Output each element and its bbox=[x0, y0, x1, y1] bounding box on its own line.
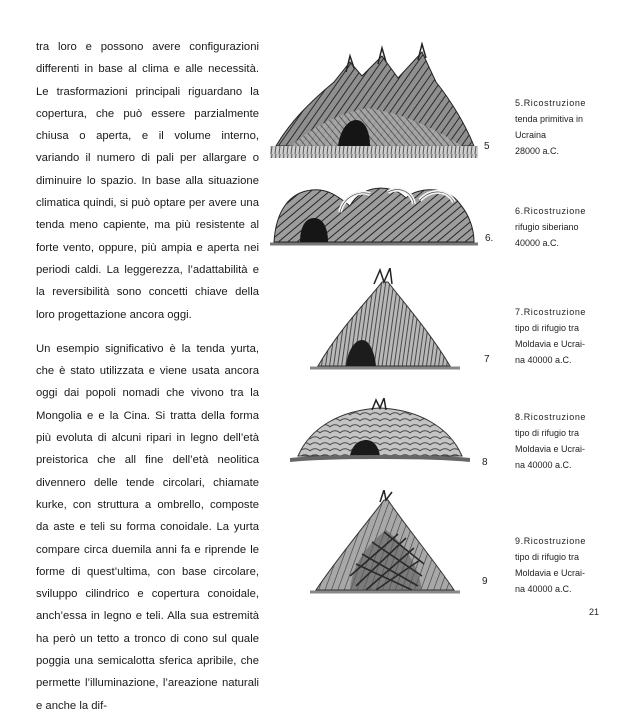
figure-5-caption-title: 5.Ricostruzione bbox=[515, 98, 587, 108]
figure-6-number: 6. bbox=[485, 233, 494, 244]
figure-8-caption-title: 8.Ricostruzione bbox=[515, 412, 587, 422]
body-paragraph-1: tra loro e possono avere configurazioni differenti in base al clima e alle necessità. Le trasformazioni principali riguardano la copertura, che può essere parzialmente chiusa o aperta, e il volume interno, variando il numero di pali per allargare o diminuire lo spazio. In base alla situazione climatica quindi, si può optare per avere una tenda meno capiente, ma più resistente al forte vento, oppure, più ampia e aperta nei periodi caldi. La leggerezza, l’adattabilità e la reversibilità sono concetti chiave della loro progettazione ancora oggi. bbox=[36, 41, 259, 321]
figure-6-illustration bbox=[270, 170, 478, 250]
figure-8-illustration bbox=[290, 398, 470, 468]
figure-8-number: 8 bbox=[482, 457, 488, 468]
figure-9-caption bbox=[515, 533, 613, 597]
figure-7-caption-line: tipo di rifugio tra bbox=[515, 323, 580, 333]
figure-7-caption-line: Moldavia e Ucrai- bbox=[515, 339, 586, 349]
body-text-column bbox=[36, 36, 259, 717]
figure-8-caption-line: tipo di rifugio tra bbox=[515, 428, 580, 438]
figure-7-illustration bbox=[310, 268, 460, 378]
figure-5-caption-line: 28000 a.C. bbox=[515, 146, 560, 156]
figure-9-caption-title: 9.Ricostruzione bbox=[515, 536, 587, 546]
figure-8-caption-line: Moldavia e Ucrai- bbox=[515, 444, 586, 454]
figure-9-number: 9 bbox=[482, 576, 488, 587]
figure-5-number: 5 bbox=[484, 141, 490, 152]
figure-7-caption-line: na 40000 a.C. bbox=[515, 355, 572, 365]
figure-9-caption-line: na 40000 a.C. bbox=[515, 584, 572, 594]
page-number: 21 bbox=[589, 607, 600, 617]
figure-9-illustration bbox=[310, 490, 460, 600]
figure-5-caption-line: Ucraina bbox=[515, 130, 547, 140]
figure-7-number: 7 bbox=[484, 354, 490, 365]
figure-7-caption-title: 7.Ricostruzione bbox=[515, 307, 587, 317]
figure-7-caption bbox=[515, 304, 613, 368]
figure-9-caption-line: tipo di rifugio tra bbox=[515, 552, 580, 562]
body-paragraph-2: Un esempio significativo è la tenda yurta, che è stato utilizzata e viene usata ancora oggi dai popoli nomadi che vivono tra la Mongolia e e la Cina. Si tratta della forma più evoluta di alcuni ripari in legno dell’età preistorica che all fine dell’età neolitica divennero delle tende circolari, chiamate kurke, con struttura a ombrello, composte da aste e teli su forma conoidale. La yurta compare circa duemila anni fa e riprende le forme di quest’ultima, con base circolare, sviluppo cilindrico e copertura conoidale, anch’essa in legno e teli. Alla sua estremità ha però un tetto a tronco di cono sul quale poggia una semicalotta sferica apribile, che permette l’illuminazione, l’areazione naturali e anche la dif- bbox=[36, 342, 259, 712]
figure-6-caption-line: rifugio siberiano bbox=[515, 222, 579, 232]
figure-6-caption bbox=[515, 203, 613, 251]
figure-8-caption-line: na 40000 a.C. bbox=[515, 460, 572, 470]
figure-5-caption-line: tenda primitiva in bbox=[515, 114, 584, 124]
figure-5-caption bbox=[515, 95, 613, 159]
figure-8-caption bbox=[515, 409, 613, 473]
figure-9-caption-line: Moldavia e Ucrai- bbox=[515, 568, 586, 578]
figure-6-caption-line: 40000 a.C. bbox=[515, 238, 560, 248]
figure-6-caption-title: 6.Ricostruzione bbox=[515, 206, 587, 216]
figure-5-illustration bbox=[270, 42, 478, 160]
